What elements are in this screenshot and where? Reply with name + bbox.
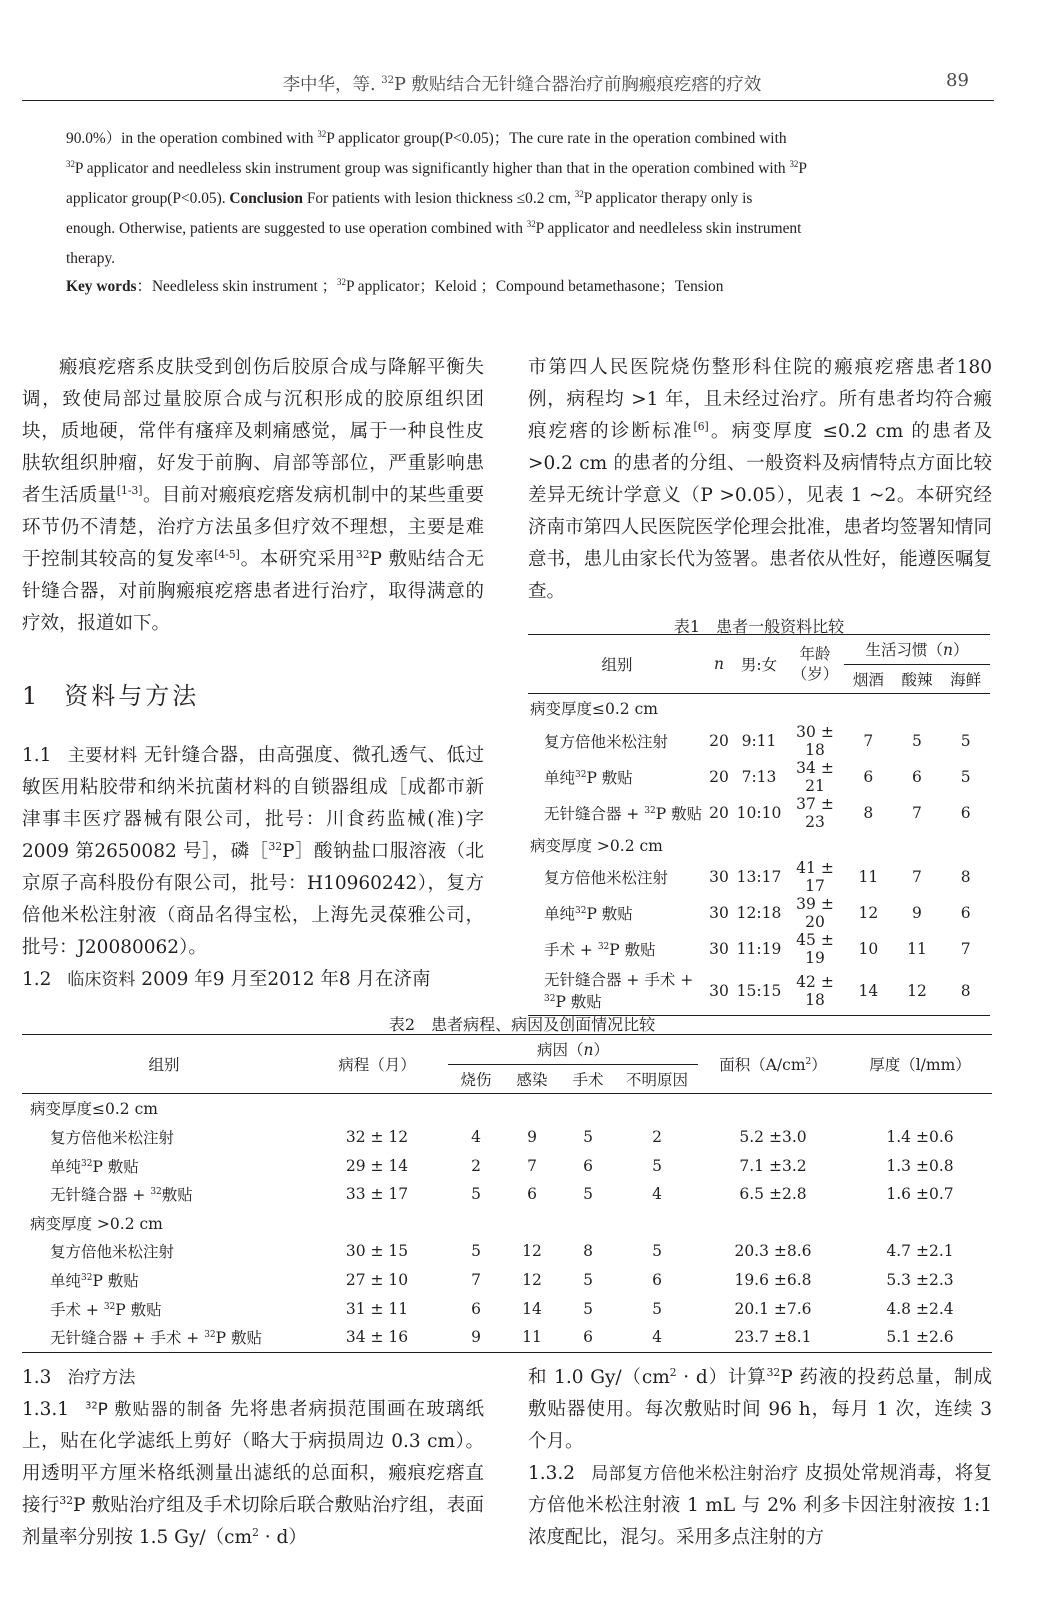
table-cell-group: 单纯$^{32}$P 敷贴 [544,768,633,787]
table-cell-group: 手术 + $^{32}$P 敷贴 [544,941,656,960]
table-cell-sex: 10:10 [736,803,782,822]
table-cell-smoke: 12 [858,904,879,923]
clinical-title: 临床资料 [67,970,136,990]
table-cell-thickness: 1.6 ±0.7 [886,1185,954,1204]
methods-heading: 1.3 治疗方法 [22,1367,136,1388]
table-cell-area: 20.3 ±8.6 [734,1242,812,1261]
methods-sub2-title: 局部复方倍他米松注射治疗 [591,1464,799,1484]
lower-left-column [22,1362,484,1554]
clinical-paragraph-start: 1.2 临床资料 2009 年9 月至2012 年8 月在济南 [22,969,431,990]
table-cell-spicy: 6 [912,767,922,786]
table-cell-smoke: 14 [858,982,879,1001]
table-cell-course: 33 ± 17 [345,1185,409,1204]
table-cell-thickness: 4.8 ±2.4 [886,1299,954,1318]
table-cell-course: 29 ± 14 [345,1156,409,1175]
t1-header-sex: 男:女 [732,635,786,694]
section-heading: 1 资料与方法 [22,682,200,710]
t2-header-area: 面积$(A/cm^2)$ [698,1035,848,1094]
table-cell-infection: 7 [527,1156,537,1175]
table-row [528,859,990,895]
abstract-text [66,124,946,274]
table-cell-thickness: 4.7 ±2.1 [886,1242,954,1261]
table-section-label: 病变厚度≤0.2 cm [30,1100,158,1119]
t2-header-unknown: 不明原因 [616,1064,698,1094]
right-column [528,352,992,608]
table-row [22,1266,992,1295]
table-cell-seafood: 7 [960,940,971,959]
t2-header-thickness: 厚度（l/mm） [848,1035,992,1094]
table-cell-sex: 11:19 [736,940,782,959]
table-cell-surgery: 5 [583,1271,593,1290]
table-row [22,1180,992,1209]
table-cell-age: 45 ± 19 [796,931,834,968]
table-cell-age: 42 ± 18 [796,973,834,1010]
t2-header-cause: 病因（n） [448,1035,698,1065]
table-cell-seafood: 8 [960,868,971,887]
table-cell-area: 6.5 ±2.8 [739,1185,807,1204]
methods-sub2-paragraph: 1.3.2 局部复方倍他米松注射治疗 皮损处常规消毒，将复方倍他米松注射液 1 mL 与 2% 利多卡因注射液按 1:1 浓度配比，混匀。采用多点注射的方 [528,1463,993,1548]
table-cell-smoke: 10 [858,940,879,959]
table-cell-age: 39 ± 20 [796,895,834,932]
table-cell-group: 单纯$^{32}$P 敷贴 [544,905,633,924]
table-cell-surgery: 5 [583,1185,593,1204]
table-cell-spicy: 7 [912,868,922,887]
table1-caption: 表1 患者一般资料比较 [673,617,845,636]
table-cell-group: 复方倍他米松注射 [50,1243,175,1262]
table-row [528,967,990,1016]
table-cell-seafood: 6 [960,803,971,822]
table-cell-surgery: 8 [583,1242,593,1261]
table-cell-group: 复方倍他米松注射 [544,732,669,751]
table-cell-smoke: 7 [863,731,874,750]
t2-header-burn: 烧伤 [448,1064,504,1094]
table-cell-sex: 13:17 [736,868,782,887]
abstract-line: therapy. [66,250,115,267]
left-column [22,352,484,640]
table-cell-unknown: 6 [652,1271,662,1290]
table-cell-group: 无针缝合器 + 手术 + $^{32}$P 敷贴 [50,1329,262,1348]
table-cell-unknown: 4 [652,1328,662,1347]
table-cell-surgery: 5 [583,1128,593,1147]
table-row [528,759,990,795]
table-cell-group: 无针缝合器 + $^{32}$敷贴 [50,1186,193,1205]
table-row [22,1123,992,1152]
lower-right-column [528,1362,992,1554]
table-cell-group: 单纯$^{32}$P 敷贴 [50,1272,139,1291]
table1 [528,634,990,1016]
table-row [528,931,990,967]
table-cell-group: 复方倍他米松注射 [544,869,669,888]
intro-paragraph: 瘢痕疙瘩系皮肤受到创伤后胶原合成与降解平衡失调，致使局部过量胶原合成与沉积形成的胶原组织团块，质地硬，常伴有瘙痒及刺痛感觉，属于一种良性皮肤软组织肿瘤，好发于前胸、肩部等部位，严重影响患者生活质量[1-3]。目前对瘢痕疙瘩发病机制中的某些重要环节仍不清楚，治疗方法虽多但疗效不理想，主要是难于控制其较高的复发率[4-5]。本研究采用$^{32}$P 敷贴结合无针缝合器，对前胸瘢痕疙瘩患者进行治疗，取得满意的疗效，报道如下。 [22,357,484,634]
table-section-row [22,1209,992,1238]
table-cell-area: 7.1 ±3.2 [739,1156,807,1175]
table-cell-seafood: 5 [960,767,971,786]
table-cell-course: 32 ± 12 [345,1128,409,1147]
table-cell-n: 20 [709,767,729,786]
table-cell-group: 单纯$^{32}$P 敷贴 [50,1157,139,1176]
t1-header-n: n [706,635,732,694]
table-cell-thickness: 5.3 ±2.3 [886,1271,954,1290]
table-cell-infection: 12 [522,1242,542,1261]
page-number: 89 [946,70,969,91]
materials-title: 主要材料 [67,746,138,766]
methods-sub1-paragraph: 1.3.1 $^{32}$P 敷贴器的制备 先将患者病损范围画在玻璃纸上，贴在化学滤纸上剪好（略大于病损周边 0.3 cm）。用透明平方厘米格纸测量出滤纸的总面积，瘢痕疙瘩直接行$^{32}$P 敷贴治疗组及手术切除后联合敷贴治疗组，表面剂量率分别按 1.5 $Gy/(cm^2 \cdot d)$ [22,1399,484,1548]
table-cell-burn: 5 [471,1185,481,1204]
table-cell-area: 20.1 ±7.6 [734,1299,812,1318]
t1-header-smoke: 烟酒 [844,664,893,694]
materials-paragraph: 1.1 主要材料 无针缝合器，由高强度、微孔透气、低过敏医用粘胶带和纳米抗菌材料的自锁器组成［成都市新津事丰医疗器械有限公司，批号：川食药监械(准)字2009 第2650082 号］，磷［$^{32}$P］酸钠盐口服溶液（北京原子高科股份有限公司，批号：H10960242），复方倍他米松注射液（商品名得宝松，上海先灵葆雅公司，批号：J20080062）。 [22,745,484,958]
table-cell-area: 19.6 ±6.8 [734,1271,812,1290]
t2-body [22,1094,992,1352]
table-cell-surgery: 6 [583,1328,593,1347]
table-cell-surgery: 6 [583,1156,593,1175]
table-cell-unknown: 2 [652,1128,662,1147]
t1-header-habits: 生活习惯（n） [844,635,990,665]
table-cell-seafood: 6 [960,904,971,923]
table-cell-infection: 11 [522,1328,542,1347]
table-cell-n: 20 [709,803,729,822]
t1-header-seafood: 海鲜 [941,664,990,694]
table-cell-unknown: 5 [652,1156,662,1175]
table-cell-course: 34 ± 16 [345,1328,409,1347]
table-cell-age: 30 ± 18 [796,722,834,759]
table-section-row [528,694,990,723]
t1-body [528,694,990,1016]
table-cell-n: 30 [709,868,729,887]
table-cell-group: 无针缝合器 + 手术 + $^{32}$P 敷贴 [544,971,694,1012]
table-cell-smoke: 8 [863,803,874,822]
table-row [22,1294,992,1323]
table-cell-course: 27 ± 10 [345,1271,409,1290]
table-row [528,795,990,831]
table-section-row [22,1094,992,1123]
table-cell-thickness: 1.3 ±0.8 [886,1156,954,1175]
header-rule [22,100,994,101]
table-row [528,723,990,759]
table-cell-sex: 12:18 [736,904,782,923]
table-cell-sex: 15:15 [736,982,782,1001]
table-cell-thickness: 1.4 ±0.6 [886,1128,954,1147]
table-cell-area: 23.7 ±8.1 [734,1328,812,1347]
methods-sub1-continued: 和 1.0 $Gy/(cm^2 \cdot d)$计算$^{32}$P 药液的投药总量，制成敷贴器使用。每次敷贴时间 96 h，每月 1 次，连续 3 个月。 [528,1365,992,1452]
table2 [22,1034,992,1353]
t1-header-group: 组别 [528,635,706,694]
table-cell-group: 复方倍他米松注射 [50,1129,175,1148]
abstract-line: applicator group(P<0.05). Conclusion For patients with lesion thickness ≤0.2 cm, $^{32}$P applicator therapy only is [66,188,753,207]
t2-header-group: 组别 [22,1035,306,1094]
table-section-label: 病变厚度 >0.2 cm [530,837,663,856]
table-cell-spicy: 11 [907,940,927,959]
abstract-line: $^{32}$P applicator and needleless skin instrument group was significantly higher than that in the operation combined with $^{32}$P [66,158,807,177]
table-cell-sex: 9:11 [741,731,777,750]
table-cell-seafood: 8 [960,982,971,1001]
table-cell-burn: 5 [471,1242,481,1261]
table-cell-burn: 6 [471,1299,481,1318]
table-cell-unknown: 5 [652,1299,662,1318]
table-cell-age: 41 ± 17 [796,859,834,896]
table-cell-n: 30 [709,940,729,959]
keywords-line [66,274,723,296]
table-cell-infection: 6 [527,1185,537,1204]
table-cell-n: 20 [709,731,729,750]
table-cell-spicy: 7 [912,803,922,822]
table2-caption: 表2 患者病程、病因及创面情况比较 [388,1015,656,1034]
abstract-line: enough. Otherwise, patients are suggested to use operation combined with $^{32}$P applicator and needleless skin instrument [66,218,802,237]
keywords-label: Key words [66,278,137,295]
table-cell-area: 5.2 ±3.0 [739,1128,807,1147]
table-cell-seafood: 5 [960,731,971,750]
table-row [528,895,990,931]
table-cell-spicy: 5 [912,731,922,750]
table-cell-burn: 4 [471,1128,481,1147]
t2-header-course: 病程（月） [306,1035,448,1094]
methods-sub1-title: $^{32}$P 敷贴器的制备 [85,1400,224,1420]
t2-header-surgery: 手术 [560,1064,616,1094]
table-row [22,1323,992,1352]
clinical-paragraph-continued: 市第四人民医院烧伤整形科住院的瘢痕疙瘩患者180 例，病程均 >1 年，且未经过治疗。所有患者均符合瘢痕疙瘩的诊断标准[6]。病变厚度 ≤0.2 cm 的患者及 >0.2 cm 的患者的分组、一般资料及病情特点方面比较差异无统计学意义（P >0.05），见表 1 ~2。本研究经济南市第四人民医院医学伦理会批准，患者均签署知情同意书，患儿由家长代为签署。患者依从性好，能遵医嘱复查。 [528,357,992,602]
table-cell-spicy: 12 [907,982,927,1001]
table-cell-burn: 9 [471,1328,481,1347]
table-row [22,1151,992,1180]
table-cell-smoke: 6 [863,767,874,786]
table-cell-unknown: 4 [652,1185,662,1204]
table-cell-unknown: 5 [652,1242,662,1261]
table-row [22,1237,992,1266]
table-cell-sex: 7:13 [741,767,777,786]
t1-header-age: 年龄 （岁） [786,635,844,694]
table-cell-n: 30 [709,982,729,1001]
table-cell-group: 手术 + $^{32}$P 敷贴 [50,1300,162,1319]
t1-header-spicy: 酸辣 [893,664,942,694]
table-cell-age: 37 ± 23 [796,794,834,831]
table-cell-smoke: 11 [858,868,879,887]
table-cell-surgery: 5 [583,1299,593,1318]
table-cell-infection: 9 [527,1128,537,1147]
table-section-label: 病变厚度≤0.2 cm [530,700,658,719]
table-cell-thickness: 5.1 ±2.6 [886,1328,954,1347]
t2-header-infection: 感染 [504,1064,560,1094]
table-cell-burn: 7 [471,1271,481,1290]
table-cell-burn: 2 [471,1156,481,1175]
materials-block [22,740,484,996]
abstract-line: 90.0%）in the operation combined with $^{32}$P applicator group(P<0.05)；The cure rate in the operation combined with [66,128,787,147]
table-cell-group: 无针缝合器 + $^{32}$P 敷贴 [544,804,703,823]
table-cell-infection: 14 [522,1299,542,1318]
table-cell-age: 34 ± 21 [796,758,834,795]
table-cell-spicy: 9 [912,904,922,923]
table-cell-n: 30 [709,904,729,923]
keywords-list: ：Needleless skin instrument ；$^{32}$P applicator；Keloid ；Compound betamethasone；Tension [136,276,724,295]
table-section-row [528,831,990,860]
table-cell-course: 30 ± 15 [345,1242,409,1261]
table-cell-course: 31 ± 11 [345,1299,409,1318]
running-title: 李中华，等. $^{32}$P 敷贴结合无针缝合器治疗前胸瘢痕疙瘩的疗效 [282,75,762,95]
table-cell-infection: 12 [522,1271,542,1290]
table-section-label: 病变厚度 >0.2 cm [30,1214,163,1233]
